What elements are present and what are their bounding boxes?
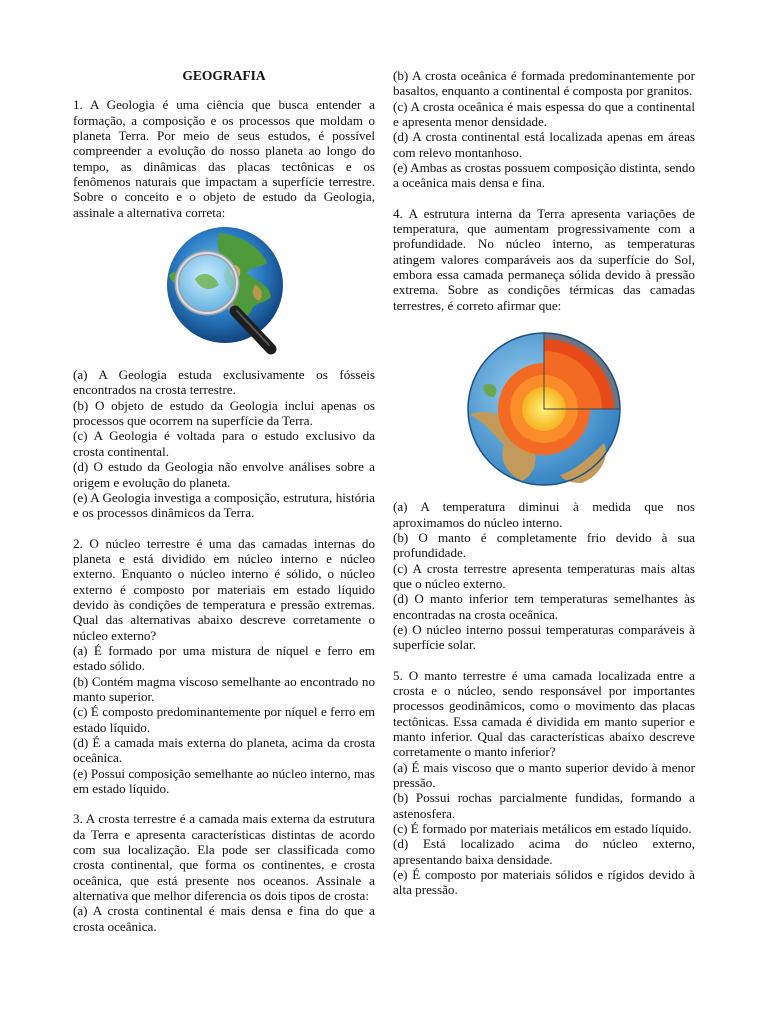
question-2 — [73, 536, 375, 797]
option-1b: (b) O objeto de estudo da Geologia inclui apenas os processos que ocorrem na superfície da Terra. — [73, 397, 375, 429]
question-4 — [393, 206, 695, 653]
option-2b: (b) Contém magma viscoso semelhante ao encontrado no manto superior. — [73, 673, 375, 704]
option-3c: (c) A crosta oceânica é mais espessa do que a continental e apresenta menor densidade. — [393, 98, 695, 130]
option-5d: (d) Está localizado acima do núcleo externo, apresentando baixa densidade. — [393, 836, 695, 867]
question-5 — [393, 668, 695, 898]
earth-layers-icon — [464, 325, 624, 495]
option-2e: (e) Possui composição semelhante ao núcleo interno, mas em estado líquido. — [73, 765, 375, 797]
question-1-stem: 1. A Geologia é uma ciência que busca entender a formação, a composição e os processos que moldam o planeta Terra. Por meio de seus estudos, é possível compreender a evolução do nosso planeta ao longo do tempo, as dinâmicas das placas tectônicas e os fenômenos naturais que impactam a superfície terrestre. Sobre o conceito e o objeto de estudo da Geologia, assinale a alternativa correta: — [73, 97, 375, 220]
option-3d: (d) A crosta continental está localizada apenas em áreas com relevo montanhoso. — [393, 129, 695, 160]
option-4d: (d) O manto inferior tem temperaturas semelhantes às encontradas na crosta oceânica. — [393, 591, 695, 622]
question-4-stem: 4. A estrutura interna da Terra apresenta variações de temperatura, que aumentam progressivamente com a profundidade. No núcleo interno, as temperaturas atingem valores comparáveis aos da superfície do Sol, embora essa camada permaneça sólida devido à pressão extrema. Sobre as condições térmicas das camadas terrestres, é correto afirmar que: — [393, 205, 695, 313]
globe-magnifier-icon — [159, 225, 289, 360]
question-1 — [73, 97, 375, 520]
page-title: GEOGRAFIA — [182, 68, 266, 83]
question-3 — [73, 811, 375, 934]
question-2-stem: 2. O núcleo terrestre é uma das camadas internas do planeta e está dividido em núcleo interno e núcleo externo. Enquanto o núcleo interno é sólido, o núcleo externo é composto por materiais em estado líquido devido às condições de temperatura e pressão extremas. Qual das alternativas abaixo descreve corretamente o núcleo externo? — [73, 535, 375, 643]
earth-layers-figure — [393, 325, 695, 495]
option-5b: (b) Possui rochas parcialmente fundidas, formando a astenosfera. — [393, 790, 695, 821]
question-5-stem: 5. O manto terrestre é uma camada localizada entre a crosta e o núcleo, sendo responsável por importantes processos geodinâmicos, como o movimento das placas tectônicas. Essa camada é dividida em manto superior e manto inferior. Qual das características abaixo descreve corretamente o manto inferior? — [393, 667, 695, 760]
option-3a: (a) A crosta continental é mais densa e fina do que a crosta oceânica. — [73, 903, 375, 934]
option-5c: (c) É formado por materiais metálicos em estado líquido. — [393, 821, 692, 837]
option-1a: (a) A Geologia estuda exclusivamente os fósseis encontrados na crosta terrestre. — [73, 367, 375, 398]
option-1c: (c) A Geologia é voltada para o estudo exclusivo da crosta continental. — [73, 428, 375, 459]
right-column — [393, 68, 695, 898]
option-2c: (c) É composto predominantemente por níquel e ferro em estado líquido. — [73, 704, 375, 735]
option-5e: (e) É composto por materiais sólidos e rígidos devido à alta pressão. — [393, 867, 695, 898]
option-4e: (e) O núcleo interno possui temperaturas comparáveis à superfície solar. — [393, 621, 695, 653]
option-1e: (e) A Geologia investiga a composição, estrutura, história e os processos dinâmicos da Terra. — [73, 489, 375, 521]
option-3b: (b) A crosta oceânica é formada predominantemente por basaltos, enquanto a continental é composta por granitos. — [393, 68, 695, 99]
option-5a: (a) É mais viscoso que o manto superior devido à menor pressão. — [393, 759, 695, 790]
option-1d: (d) O estudo da Geologia não envolve análises sobre a origem e evolução do planeta. — [73, 459, 375, 490]
question-1-options — [73, 367, 375, 520]
left-column — [73, 68, 375, 934]
globe-magnifier-figure — [73, 225, 375, 360]
option-2a: (a) É formado por uma mistura de níquel e ferro em estado sólido. — [73, 642, 375, 674]
option-2d: (d) É a camada mais externa do planeta, acima da crosta oceânica. — [73, 735, 375, 766]
option-3e: (e) Ambas as crostas possuem composição distinta, sendo a oceânica mais densa e fina. — [393, 160, 695, 191]
option-4a: (a) A temperatura diminui à medida que nos aproximamos do núcleo interno. — [393, 499, 695, 530]
option-4c: (c) A crosta terrestre apresenta temperaturas mais altas que o núcleo externo. — [393, 560, 695, 591]
question-3-continued — [393, 68, 695, 191]
question-3-stem: 3. A crosta terrestre é a camada mais externa da estrutura da Terra e apresenta características distintas de acordo com sua localização. Ela pode ser classificada como crosta continental, que forma os continentes, e crosta oceânica, que está presente nos oceanos. Assinale a alternativa que melhor diferencia os dois tipos de crosta: — [73, 811, 375, 904]
option-4b: (b) O manto é completamente frio devido à sua profundidade. — [393, 529, 695, 561]
